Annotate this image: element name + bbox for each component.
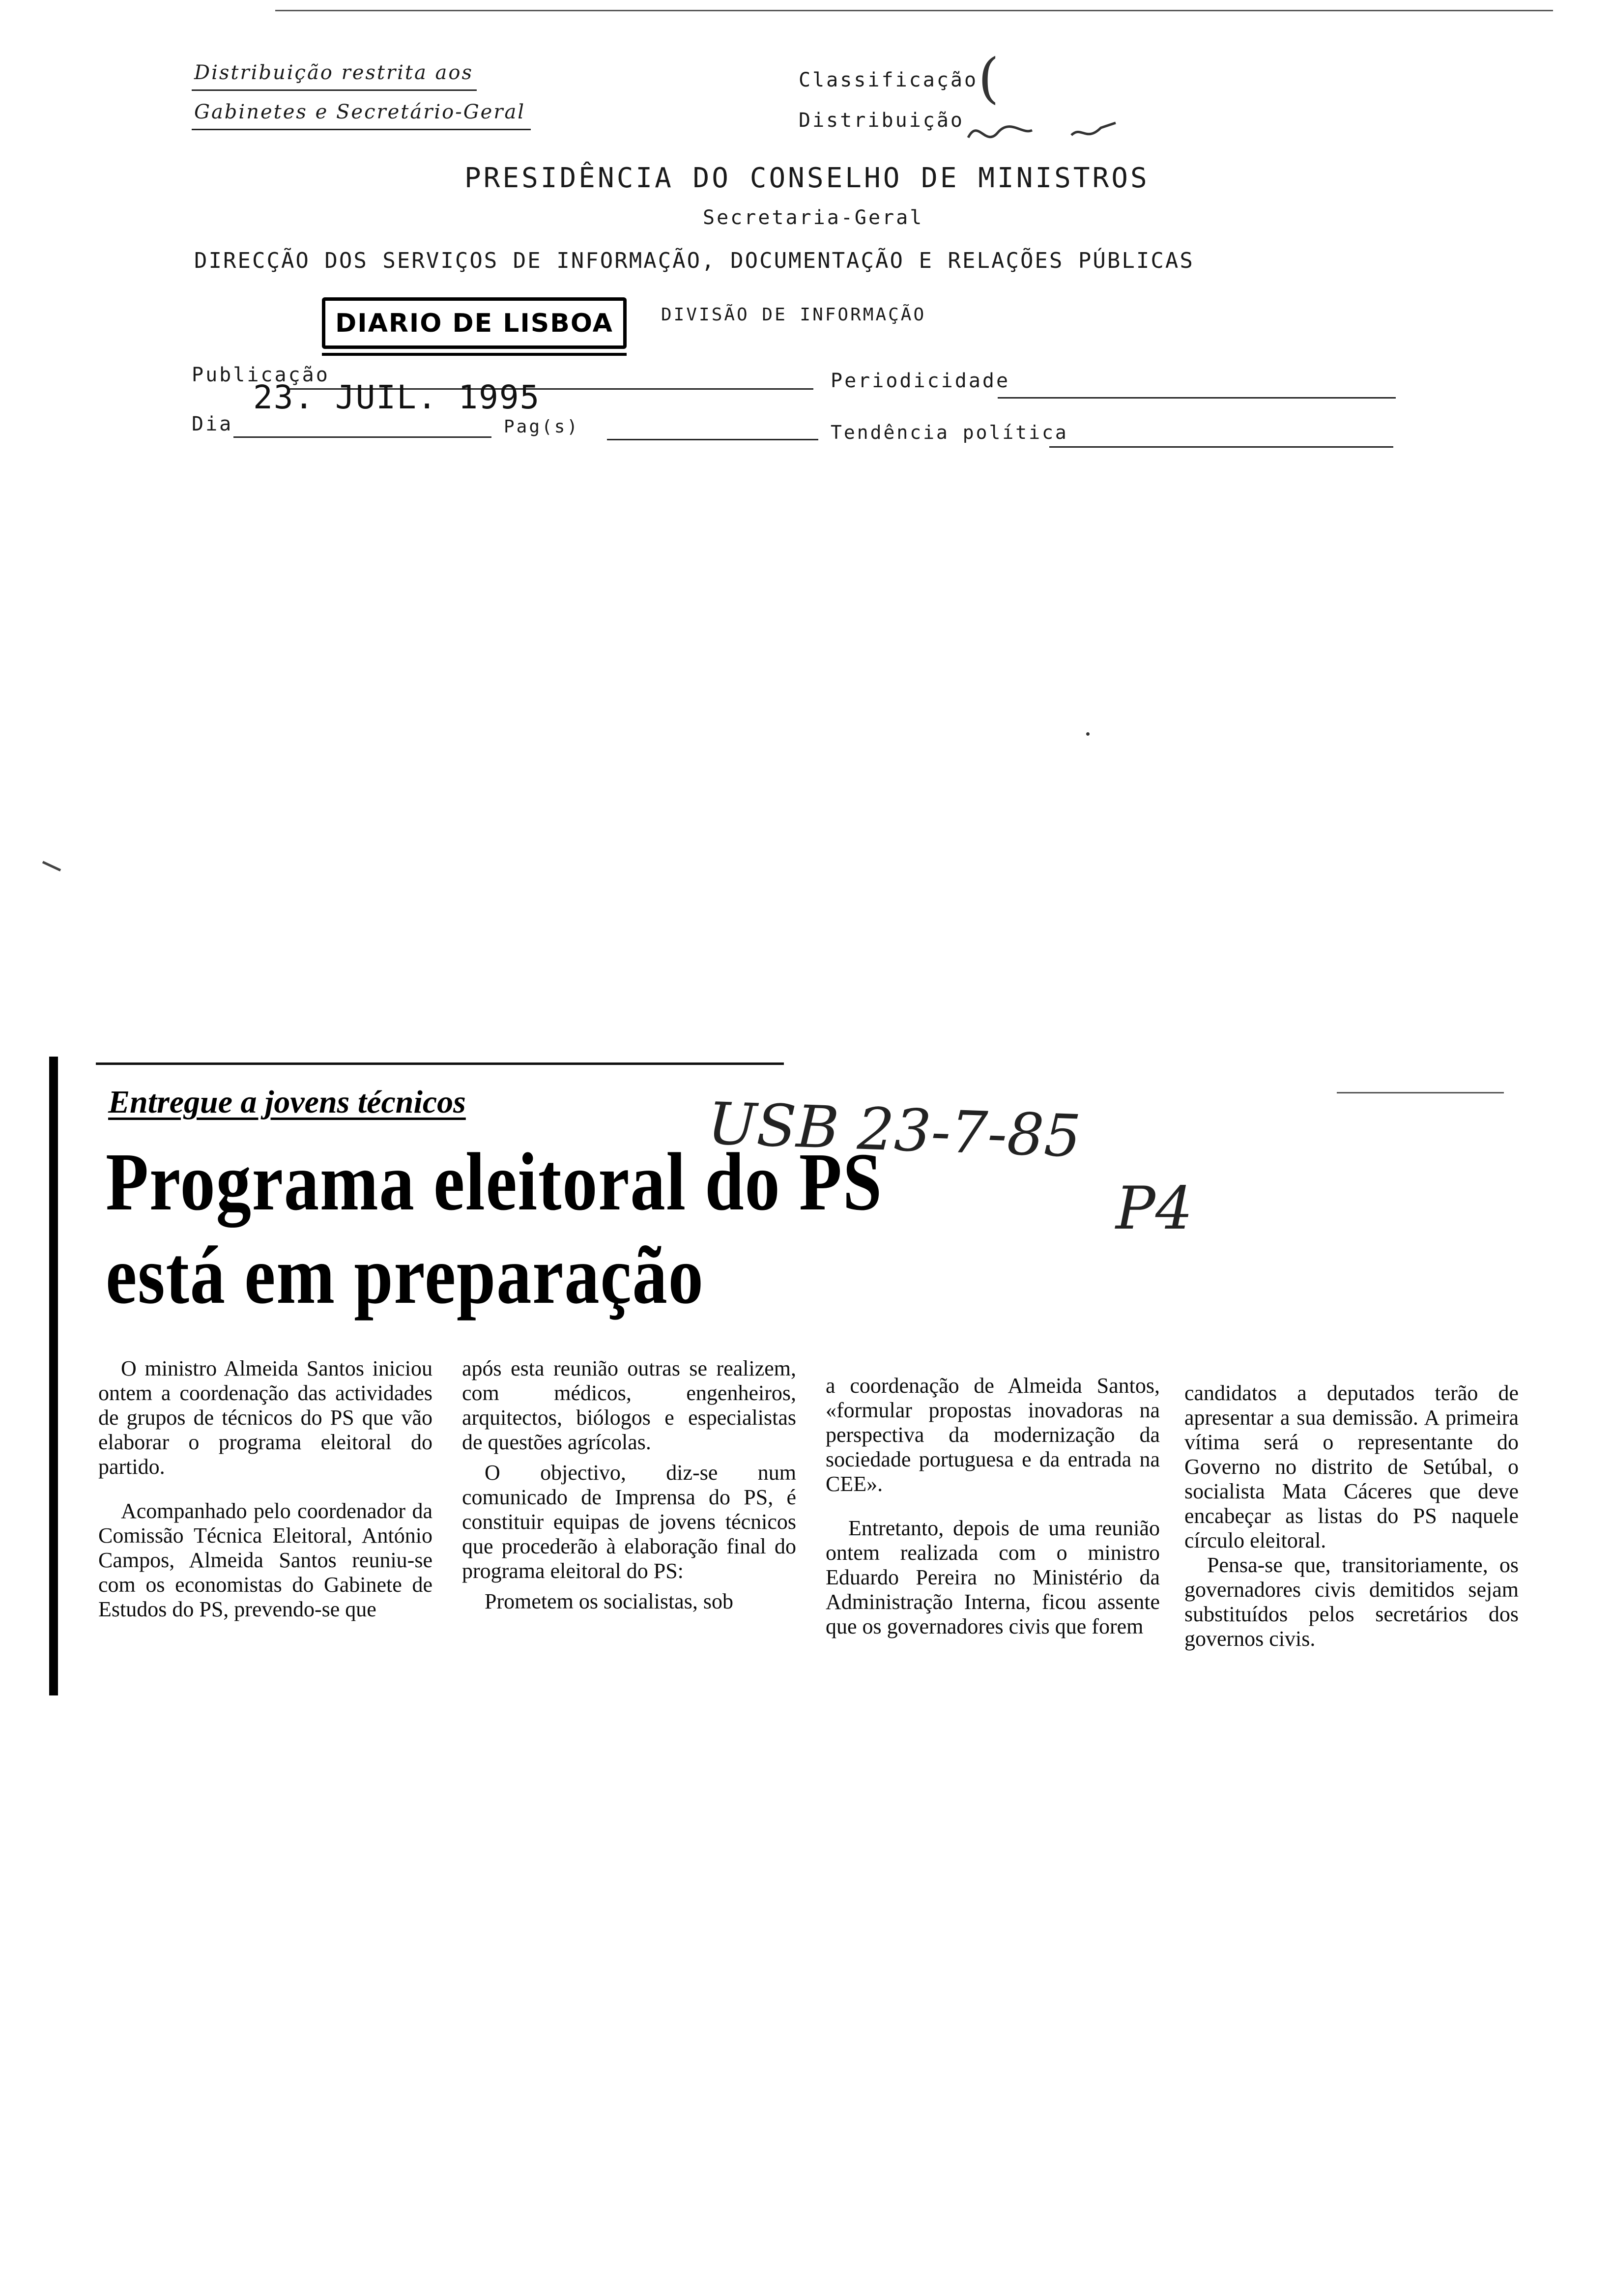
handwritten-reference: USB 23-7-85 [706, 1089, 1082, 1171]
paragraph: candidatos a deputados terão de apresentar a sua demissão. A primeira vítima será o representante do Governo no distrito de Setúbal, o socialista Mata Cáceres que deve encabeçar as listas do PS naquele círculo eleitoral. [1184, 1381, 1519, 1552]
publication-label: Publicação [192, 364, 330, 386]
paragraph: Acompanhado pelo coordenador da Comissão Técnica Eleitoral, António Campos, Almeida Santos reuniu-se com os economistas do Gabinete de Estudos do PS, prevendo-se que [98, 1499, 432, 1621]
directorate-title: DIRECÇÃO DOS SERVIÇOS DE INFORMAÇÃO, DOCUMENTAÇÃO E RELAÇÕES PÚBLICAS [194, 248, 1194, 273]
restriction-line-1: Distribuição restrita aos [194, 61, 473, 84]
paragraph: O ministro Almeida Santos iniciou ontem a coordenação das actividades de grupos de técnicos do PS que vão elaborar o programa eleitoral do partido. [98, 1356, 432, 1479]
publication-stamp [322, 297, 627, 349]
tendency-line [1049, 446, 1393, 448]
secretariat-title: Secretaria-Geral [703, 206, 924, 229]
scan-border-top [275, 10, 1553, 11]
article-column-2 [462, 1356, 796, 1614]
day-label: Dia [192, 413, 233, 435]
article-column-3 [826, 1374, 1160, 1639]
periodicity-line [998, 397, 1396, 399]
classification-label: Classificação [799, 69, 979, 91]
publication-stamp-text: DIARIO DE LISBOA [335, 308, 613, 338]
article-top-rule-right [1337, 1092, 1504, 1093]
paragraph: O objectivo, diz-se num comunicado de Imprensa do PS, é constituir equipas de jovens técnicos que procederão à elaboração final do programa eleitoral do PS: [462, 1461, 796, 1583]
paragraph: após esta reunião outras se realizem, com médicos, engenheiros, arquitectos, biólogos e especialistas de questões agrícolas. [462, 1356, 796, 1454]
article-column-1 [98, 1356, 432, 1622]
article-kicker: Entregue a jovens técnicos [108, 1084, 466, 1120]
scan-speck [1086, 732, 1090, 736]
day-line [233, 436, 491, 438]
restriction-underline-2 [192, 129, 531, 130]
article-top-rule [96, 1062, 784, 1065]
division-title: DIVISÃO DE INFORMAÇÃO [661, 305, 926, 325]
clipping-left-edge [49, 1057, 58, 1695]
institution-title: PRESIDÊNCIA DO CONSELHO DE MINISTROS [464, 162, 1150, 194]
headline-line-2: está em preparação [106, 1230, 704, 1321]
distribution-label: Distribuição [799, 109, 964, 132]
paragraph: Prometem os socialistas, sob [485, 1589, 733, 1613]
distribution-scribble [958, 108, 1165, 152]
restriction-underline-1 [192, 89, 477, 91]
date-stamp: 23. JUIL. 1995 [253, 378, 541, 416]
paragraph: a coordenação de Almeida Santos, «formular propostas inovadoras na perspectiva da modernização da sociedade portuguesa e da entrada na CEE». [826, 1374, 1160, 1496]
pages-label: Pag(s) [504, 417, 580, 437]
classification-mark: ( [978, 47, 999, 110]
paragraph: Pensa-se que, transitoriamente, os governadores civis demitidos sejam substituídos pelos secretários dos governos civis. [1184, 1553, 1519, 1651]
tendency-label: Tendência política [831, 422, 1068, 443]
pages-line [607, 439, 818, 440]
scan-speck [42, 861, 61, 871]
periodicity-label: Periodicidade [831, 370, 1010, 392]
article-column-4 [1184, 1381, 1519, 1651]
paragraph: Entretanto, depois de uma reunião ontem realizada com o ministro Eduardo Pereira no Ministério da Administração Interna, ficou assente que os governadores civis que forem [826, 1516, 1160, 1638]
restriction-line-2: Gabinetes e Secretário-Geral [194, 101, 526, 123]
headline-line-1: Programa eleitoral do PS [106, 1136, 883, 1228]
handwritten-page: P4 [1116, 1175, 1193, 1243]
stamp-rule [322, 353, 627, 356]
